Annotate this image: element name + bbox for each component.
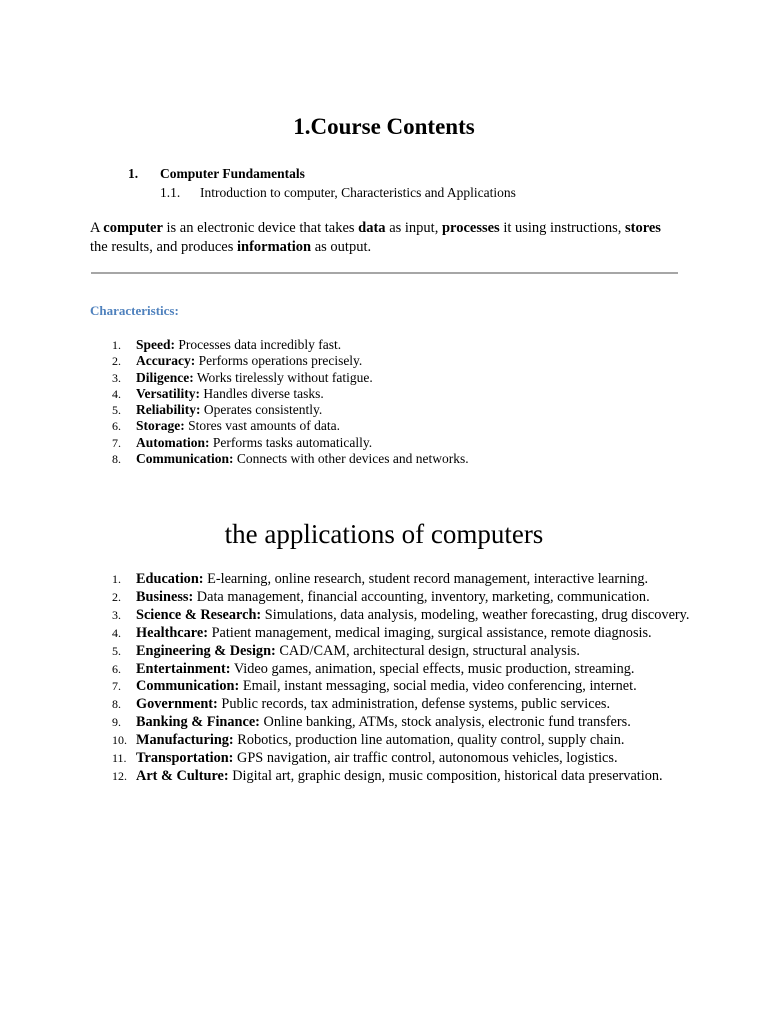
list-item: [90, 696, 690, 714]
page-title: 1.Course Contents: [293, 114, 475, 139]
intro-text: it using instructions,: [499, 220, 625, 236]
list-desc: E-learning, online research, student record management, interactive learning.: [203, 571, 649, 587]
intro-text: the results, and produces: [90, 239, 237, 255]
list-item: [90, 402, 690, 418]
list-number: 11.: [112, 751, 127, 766]
intro-text: as input,: [385, 220, 442, 236]
intro-paragraph: [90, 219, 680, 257]
list-desc: Online banking, ATMs, stock analysis, electronic fund transfers.: [259, 714, 631, 731]
intro-text: as output.: [311, 239, 372, 255]
list-term: Manufacturing:: [136, 732, 234, 749]
applications-heading: the applications of computers: [224, 519, 544, 549]
list-item: [90, 418, 690, 434]
list-term: Transportation:: [136, 750, 234, 767]
list-item: [90, 435, 690, 451]
list-item: [90, 643, 690, 661]
list-term: Entertainment:: [136, 660, 231, 677]
list-number: 6.: [112, 419, 121, 434]
list-desc: Digital art, graphic design, music composition, historical data preservation.: [228, 767, 663, 784]
list-desc: Data management, financial accounting, inventory, marketing, communication.: [193, 588, 650, 605]
applications-list: [90, 571, 690, 786]
intro-text: A: [90, 220, 104, 236]
list-item: [90, 768, 690, 786]
list-item: [90, 370, 690, 386]
list-term: Banking & Finance:: [136, 714, 260, 731]
list-desc: Processes data incredibly fast.: [175, 337, 342, 352]
list-desc: Handles diverse tasks.: [200, 385, 324, 401]
list-term: Storage:: [136, 418, 185, 434]
list-term: Engineering & Design:: [136, 642, 276, 659]
list-term: Government:: [136, 696, 218, 713]
list-desc: Performs tasks automatically.: [209, 434, 373, 450]
list-term: Communication:: [136, 451, 234, 467]
list-number: 6.: [112, 661, 121, 676]
toc-item-label: Computer Fundamentals: [160, 166, 305, 181]
list-number: 7.: [112, 435, 121, 450]
list-item: [90, 732, 690, 750]
list-item: [90, 750, 690, 768]
list-term: Automation:: [136, 434, 210, 450]
intro-text: is an electronic device that takes: [162, 220, 359, 236]
intro-keyword: information: [236, 239, 312, 255]
list-term: Healthcare:: [136, 624, 208, 641]
list-desc: Works tirelessly without fatigue.: [193, 369, 373, 385]
list-term: Speed:: [136, 337, 176, 352]
list-number: 4.: [112, 386, 121, 401]
list-item: [90, 607, 690, 625]
list-desc: Stores vast amounts of data.: [184, 418, 340, 434]
horizontal-divider: [91, 272, 678, 274]
list-item: [90, 714, 690, 732]
list-item: [90, 386, 690, 402]
list-item: [90, 337, 690, 353]
list-term: Reliability:: [136, 402, 201, 418]
intro-keyword: computer: [103, 220, 163, 236]
list-item: [90, 353, 690, 369]
list-term: Accuracy:: [136, 353, 196, 369]
list-term: Communication:: [136, 678, 240, 695]
list-item: [90, 625, 690, 643]
characteristics-list: [90, 337, 690, 467]
list-desc: Simulations, data analysis, modeling, weather forecasting, drug discovery.: [261, 606, 690, 623]
list-number: 1.: [112, 572, 121, 586]
intro-keyword: processes: [441, 220, 500, 236]
toc-item-1-1: [160, 185, 516, 201]
list-desc: Operates consistently.: [200, 402, 323, 418]
list-number: 8.: [112, 452, 121, 467]
list-desc: Performs operations precisely.: [195, 353, 363, 369]
list-desc: Public records, tax administration, defense systems, public services.: [217, 696, 611, 713]
list-item: [90, 661, 690, 679]
list-desc: Robotics, production line automation, quality control, supply chain.: [233, 732, 625, 749]
list-term: Education:: [136, 571, 204, 587]
list-number: 2.: [112, 589, 121, 604]
list-number: 7.: [112, 679, 121, 694]
toc-item-number: 1.: [128, 166, 139, 181]
list-number: 9.: [112, 715, 121, 730]
list-number: 3.: [112, 607, 121, 622]
list-term: Business:: [136, 588, 194, 605]
list-term: Versatility:: [136, 385, 200, 401]
list-desc: Email, instant messaging, social media, video conferencing, internet.: [239, 678, 637, 695]
list-number: 8.: [112, 697, 121, 712]
list-desc: Video games, animation, special effects, music production, streaming.: [230, 660, 635, 677]
list-desc: CAD/CAM, architectural design, structural analysis.: [275, 642, 580, 659]
list-item: [90, 571, 690, 589]
toc-subitem-number: 1.1.: [160, 185, 181, 200]
list-number: 4.: [112, 625, 121, 640]
list-item: [90, 589, 690, 607]
list-number: 2.: [112, 354, 121, 369]
list-number: 3.: [112, 370, 121, 385]
list-number: 5.: [112, 643, 121, 658]
characteristics-heading: Characteristics:: [90, 303, 179, 318]
list-term: Science & Research:: [136, 606, 262, 623]
intro-keyword: data: [358, 220, 386, 236]
list-number: 12.: [112, 768, 127, 783]
intro-keyword: stores: [624, 220, 661, 236]
toc-subitem-label: Introduction to computer, Characteristics and Applications: [200, 185, 516, 200]
list-number: 10.: [112, 733, 127, 748]
list-term: Diligence:: [136, 369, 194, 385]
list-desc: GPS navigation, air traffic control, autonomous vehicles, logistics.: [233, 750, 618, 767]
list-number: 1.: [112, 338, 121, 352]
list-item: [90, 678, 690, 696]
toc-item-1: [128, 166, 305, 182]
list-desc: Patient management, medical imaging, surgical assistance, remote diagnosis.: [208, 624, 652, 641]
list-item: [90, 451, 690, 467]
list-number: 5.: [112, 403, 121, 418]
list-term: Art & Culture:: [136, 767, 229, 784]
list-desc: Connects with other devices and networks.: [233, 451, 469, 467]
